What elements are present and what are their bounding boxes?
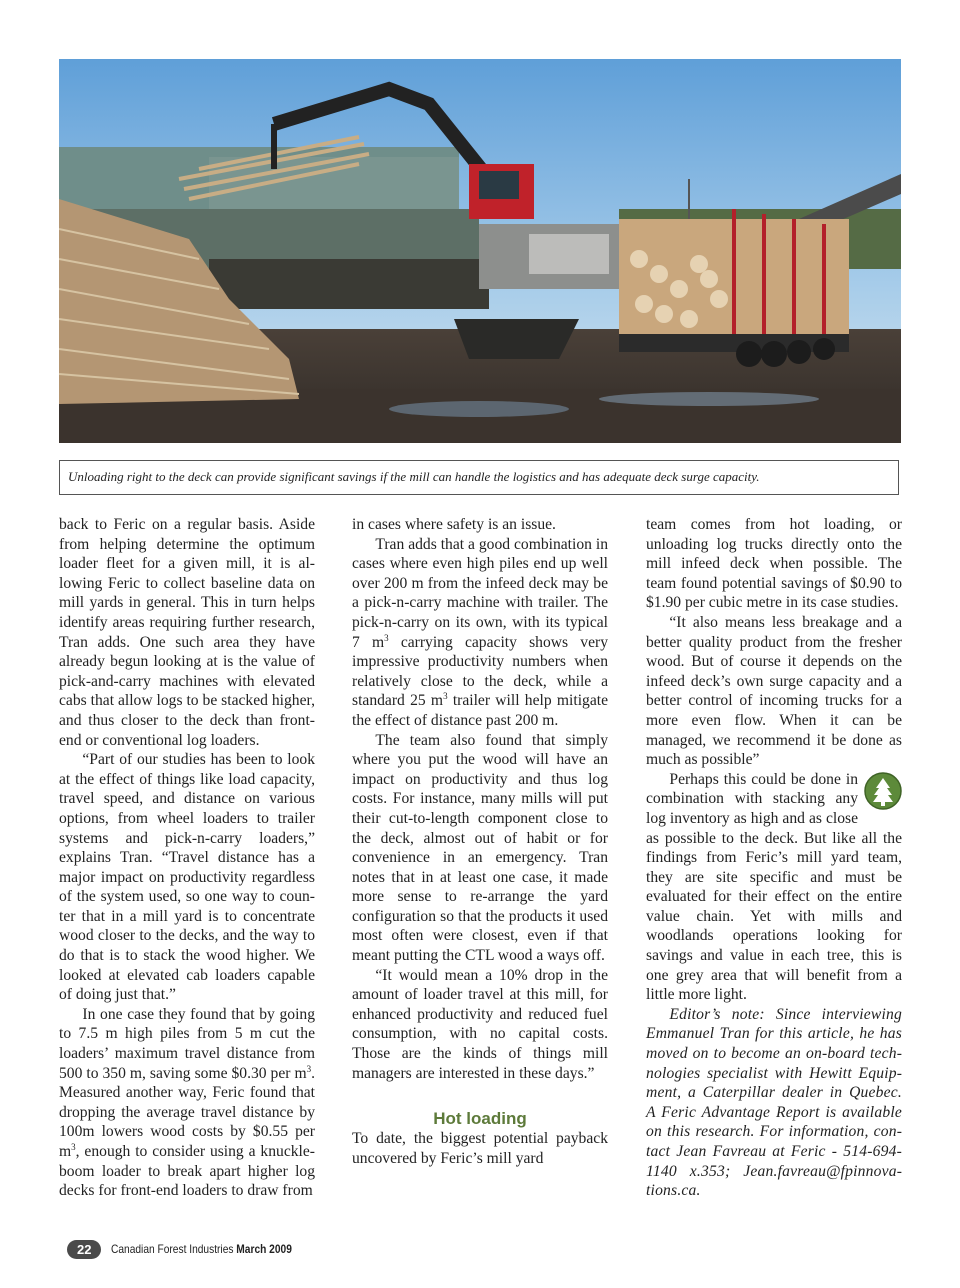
text-column-2 [352,515,608,1168]
paragraph: The team also found that simply where you put the wood will have an impact on productivity and thus log costs. For instance, many mills will put their cut-to-length component close to the deck, almost out of habit or for convenience in an emergency. Tran notes that in at least one case, it made more sense to re-arrange the yard configuration so that the products it used most often were closest, even if that meant putting the CTL wood a ways off. [352,731,608,965]
paragraph-text: . Measured another way, Feric found that dropping the average travel distance by 100m lowers wood costs by $0.55 per m [59,1064,315,1160]
article-photo [59,59,901,443]
paragraph [59,1005,315,1201]
text-column-3 [646,515,902,1201]
paragraph: in cases where safety is an issue. [352,516,556,533]
paragraph-text: trailer will help mitigate the effect of distance past 200 m. [352,692,608,729]
photo-caption-box [59,460,899,495]
publication-info [111,1242,292,1256]
paragraph [352,535,608,731]
paragraph: team comes from hot loading, or unloading log trucks directly onto the mill infeed deck when possible. The team found potential savings of $0.90 to $1.90 per cubic metre in its case studies. [646,516,902,612]
page-number: 22 [67,1240,101,1259]
editors-note-text: Editor’s note: Since interviewing Emmanuel Tran for this article, he has moved on to become an on-board technologies specialist with Hewitt Equipment, a Caterpillar dealer in Quebec. A Feric Advantage Report is available on this research. For information, contact Jean Favreau at Feric - 514-694-1140 x.353; Jean.favreau@fpinnovations.ca. [646,1005,902,1200]
superscript: 3 [443,691,448,702]
photo-caption: Unloading right to the deck can provide significant savings if the mill can handle the logistics and has adequate deck surge capacity. [68,469,760,484]
paragraph [646,770,902,1005]
paragraph-text: In one case they found that by going to 7.5 m high piles from 5 m cut the loaders’ maximum travel distance from 500 to 350 m, saving some $0.30 per m [59,1005,315,1082]
paragraph: To date, the biggest potential payback uncovered by Feric’s mill yard [352,1130,608,1167]
issue-date: March 2009 [236,1242,293,1256]
publication-name: Canadian Forest Industries [111,1242,234,1256]
paragraph: back to Feric on a regular basis. Aside from helping determine the optimum loader fleet for a given mill, it is allowing Feric to collect baseline data on mill yards in general. This in turn helps identify areas requiring further research, Tran adds. One such area they have already begun looking at is the value of pick-and-carry machines with elevated cabs that allow logs to be stacked higher, and thus closer to the deck than front-end or conventional log loaders. [59,516,315,749]
paragraph: “It also means less breakage and a better quality product from the fresher wood. But of course it depends on the infeed deck’s own surge capacity and a better control of incoming trucks for a more even flow. When it can be managed, we recommend it be done as much as possible” [646,613,902,769]
tree-end-mark-icon [864,772,902,810]
superscript: 3 [71,1141,76,1152]
editors-note [646,1005,902,1201]
text-column-1 [59,515,315,1201]
section-heading: Hot loading [433,1109,527,1129]
paragraph: “Part of our studies has been to look at the effect of things like load capacity, travel speed, and distance on various options, from wheel loaders to trailer systems and pick-n-carry loaders,” explains Tran. “Travel distance has a major impact on productivity regardless of the system used, so one way to counter that in a mill yard is to concentrate wood closer to the decks, and the way to do that is to stack the wood higher. We looked at elevated cab loaders capable of doing just that.” [59,751,315,1004]
paragraph: “It would mean a 10% drop in the amount of loader travel at this mill, for enhanced productivity and reduced fuel consumption, with no capital costs. Those are the kinds of things mill managers are interested in these days.” [352,966,608,1082]
log-loader-photo [59,59,901,443]
paragraph-text: carrying capacity shows very impressive productivity numbers when relatively close to the deck, while a standard 25 m [352,633,608,710]
paragraph-text: Perhaps this could be done in combination with stacking any log inventory as high and as close as possible to the deck. But like all the findings from Feric’s mill yard team, they are site specific and must be evaluated for their effect on the entire value chain. Yet with mills and woodlands operations looking for savings and value in each tree, this is one grey area that will benefit from a little more light. [646,770,902,1004]
paragraph-text: , enough to consider using a knuckleboom loader to break apart higher log decks for front-end loaders to draw from [59,1143,315,1200]
superscript: 3 [384,632,389,643]
paragraph-text: Tran adds that a good combination in cases where even high piles end up well over 200 m from the infeed deck may be a pick-n-carry machine with trailer. The pick-n-carry on its own, with its typical 7 m [352,535,608,651]
page-footer [67,1238,324,1260]
superscript: 3 [306,1063,312,1074]
